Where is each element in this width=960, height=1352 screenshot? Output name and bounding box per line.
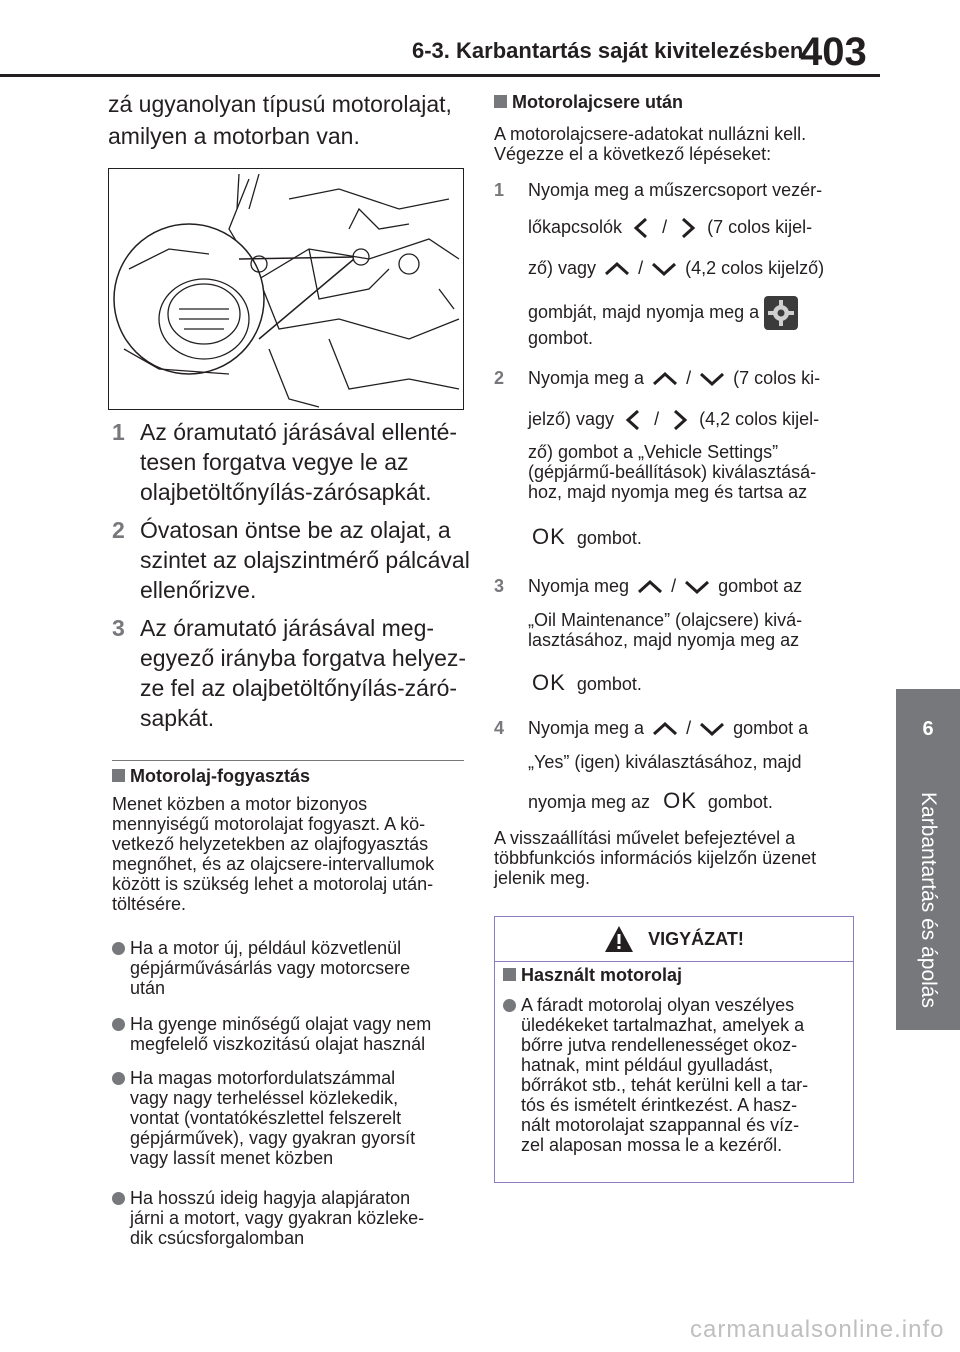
text: A visszaállítási művelet befejeztével a <box>494 828 796 848</box>
consumption-line: között is szükség lehet a motorolaj után- <box>112 874 434 894</box>
chapter-label: Karbantartás és ápolás <box>917 792 940 1008</box>
bullet-line: Ha hosszú ideig hagyja alapjáraton <box>130 1188 411 1208</box>
bullet-dot-icon <box>503 999 516 1012</box>
text: hoz, majd nyomja meg és tartsa az <box>528 482 808 502</box>
bullet-line: dik csúcsforgalomban <box>130 1228 305 1248</box>
text: tós és ismételt érintkezést. A hasz- <box>521 1095 798 1115</box>
consumption-title: Motorolaj-fogyasztás <box>130 766 311 786</box>
consumption-text <box>112 794 472 914</box>
reset-step-3-line-1 <box>528 576 802 597</box>
engine-illustration <box>108 168 464 410</box>
bullet-line: gépjárművek), vagy gyakran gyorsít <box>130 1128 416 1148</box>
chevron-down-icon <box>681 577 713 597</box>
step-3-number: 3 <box>112 615 125 641</box>
reset-title: Motorolajcsere után <box>512 92 684 112</box>
bullet-line: megfelelő viszkozitású olajat használ <box>130 1034 426 1054</box>
warning-heading: VIGYÁZAT! <box>648 928 744 949</box>
reset-step-4-line-2: „Yes” (igen) kiválasztásához, majd <box>528 752 802 772</box>
step-1-line-2: tesen forgatva vegye le az <box>140 449 409 475</box>
chevron-down-icon <box>648 259 680 279</box>
reset-step-1-line-5: gombot. <box>528 328 594 348</box>
text: nált motorolajat szappannal és víz- <box>521 1115 800 1135</box>
reset-step-2-last <box>532 524 642 550</box>
text: gombot. <box>707 792 773 812</box>
square-bullet-icon <box>112 769 125 782</box>
reset-step-3-lines <box>528 610 802 650</box>
chevron-up-icon <box>649 369 681 389</box>
ok-button-icon: OK <box>532 524 566 549</box>
ok-button-icon: OK <box>532 670 566 695</box>
warning-box <box>494 916 854 1183</box>
bullet-4 <box>112 1188 424 1248</box>
text: bőrre jutva rendellenességet okoz- <box>521 1035 798 1055</box>
text: lőkapcsolók <box>528 216 623 237</box>
text: üledékeket tartalmazhat, amelyek a <box>521 1015 805 1035</box>
text: Nyomja meg a <box>528 368 645 388</box>
text: (7 colos kijel- <box>707 216 813 237</box>
reset-step-2-lines <box>528 442 816 502</box>
warning-header <box>495 917 853 962</box>
bullet-line: járni a motort, vagy gyakran közleke- <box>130 1208 425 1228</box>
text: ző) vagy <box>528 258 597 278</box>
slash: / <box>671 576 677 596</box>
step-2-line-3: ellenőrizve. <box>140 577 257 603</box>
text: nyomja meg az <box>528 792 651 812</box>
bullet-dot-icon <box>112 1018 125 1031</box>
consumption-line: vetkező helyzetekben az olajfogyasztás <box>112 834 429 854</box>
section-divider <box>112 760 464 761</box>
page-number: 403 <box>800 30 867 74</box>
watermark: carmanualsonline.info <box>690 1316 945 1343</box>
reset-step-1-line-3 <box>528 258 824 279</box>
bullet-line: vontat (vontatókészlettel felszerelt <box>130 1108 402 1128</box>
text: többfunkciós információs kijelzőn üzenet <box>494 848 817 868</box>
step-1-line-1: Az óramutató járásával ellenté- <box>140 419 458 445</box>
text: bőrrákot stb., tehát kerülni kell a tar- <box>521 1075 809 1095</box>
reset-step-4-line-3 <box>528 788 773 814</box>
consumption-line: megnőhet, és az olajcsere-intervallumok <box>112 854 435 874</box>
step-2-number: 2 <box>112 517 125 543</box>
step-1-number: 1 <box>112 419 125 445</box>
chevron-up-icon <box>649 719 681 739</box>
header-rule <box>0 74 880 77</box>
reset-step-1-line-4 <box>528 296 798 330</box>
reset-step-1-line-1: Nyomja meg a műszercsoport vezér- <box>528 180 823 200</box>
bullet-dot-icon <box>112 1192 125 1205</box>
bullet-2 <box>112 1014 431 1054</box>
text: hatnak, mint például gyulladást, <box>521 1055 774 1075</box>
chevron-up-icon <box>601 259 633 279</box>
reset-step-2-number: 2 <box>494 368 505 388</box>
reset-after-text <box>494 828 816 888</box>
reset-step-3-number: 3 <box>494 576 505 596</box>
slash: / <box>654 408 660 429</box>
reset-step-2-line-2 <box>528 408 819 432</box>
consumption-line: töltésére. <box>112 894 187 914</box>
bullet-line: gépjárművásárlás vagy motorcsere <box>130 958 411 978</box>
slash: / <box>638 258 644 278</box>
text: „Oil Maintenance” (olajcsere) kivá- <box>528 610 803 630</box>
text: (4,2 colos kijel- <box>699 408 820 429</box>
reset-step-3-last <box>532 670 642 696</box>
reset-step-2-line-1 <box>528 368 820 389</box>
chevron-down-icon <box>696 369 728 389</box>
step-3-line-1: Az óramutató járásával meg- <box>140 615 435 641</box>
chapter-tab: 6 <box>896 689 960 770</box>
bullet-line: Ha magas motorfordulatszámmal <box>130 1068 396 1088</box>
bullet-dot-icon <box>112 942 125 955</box>
gear-glyph <box>764 296 798 330</box>
text: Nyomja meg a <box>528 718 645 738</box>
text: gombot a <box>733 718 809 738</box>
bullet-dot-icon <box>112 1072 125 1085</box>
text: lasztásához, majd nyomja meg az <box>528 630 800 650</box>
text: A fáradt motorolaj olyan veszélyes <box>521 995 795 1015</box>
text: ző) gombot a „Vehicle Settings” <box>528 442 779 462</box>
warning-subtitle: Használt motorolaj <box>521 965 683 985</box>
reset-step-4-line-1 <box>528 718 808 739</box>
slash: / <box>686 368 692 388</box>
warning-subtitle-row <box>503 965 682 986</box>
text: (gépjármű-beállítások) kiválasztásá- <box>528 462 817 482</box>
intro-line-2: amilyen a motorban van. <box>108 123 360 149</box>
ok-button-icon: OK <box>663 788 697 813</box>
text: jelenik meg. <box>494 868 591 888</box>
slash: / <box>662 216 668 237</box>
reset-heading <box>494 92 683 113</box>
text: gombot az <box>718 576 803 596</box>
intro-line-1: zá ugyanolyan típusú motorolajat, <box>108 91 452 117</box>
consumption-line: mennyiségű motorolajat fogyaszt. A kö- <box>112 814 426 834</box>
chevron-left-icon <box>627 216 657 240</box>
chevron-left-icon <box>619 408 649 432</box>
step-2-line-2: szintet az olajszintmérő pálcával <box>140 547 470 573</box>
gear-icon <box>764 296 798 330</box>
square-bullet-icon <box>503 968 516 981</box>
chevron-right-icon <box>672 216 702 240</box>
text: gombot. <box>576 674 642 694</box>
text: gombját, majd nyomja meg a <box>528 301 760 322</box>
text: jelző) vagy <box>528 408 615 429</box>
reset-intro-line: Végezze el a következő lépéseket: <box>494 144 772 164</box>
chapter-label-tab <box>896 770 960 1030</box>
step-3-line-3: ze fel az olajbetöltőnyílás-záró- <box>140 675 458 701</box>
engine-drawing <box>109 169 463 409</box>
bullet-line: vagy lassít menet közben <box>130 1148 334 1168</box>
warning-triangle-icon <box>604 925 634 953</box>
text: (4,2 colos kijelző) <box>685 258 825 278</box>
warning-text <box>521 995 808 1155</box>
consumption-heading <box>112 766 310 787</box>
bullet-3 <box>112 1068 415 1168</box>
step-3-line-2: egyező irányba forgatva helyez- <box>140 645 467 671</box>
step-1-line-3: olajbetöltőnyílás-zárósapkát. <box>140 479 432 505</box>
text: Nyomja meg <box>528 576 630 596</box>
bullet-line: Ha a motor új, például közvetlenül <box>130 938 402 958</box>
chevron-up-icon <box>634 577 666 597</box>
step-2-line-1: Óvatosan öntse be az olajat, a <box>140 517 451 543</box>
text: (7 colos ki- <box>733 368 821 388</box>
reset-step-1-line-2 <box>528 216 812 240</box>
bullet-line: vagy nagy terheléssel közlekedik, <box>130 1088 399 1108</box>
section-title: 6-3. Karbantartás saját kivitelezésben <box>412 38 804 63</box>
bullet-line: Ha gyenge minőségű olajat vagy nem <box>130 1014 432 1034</box>
bullet-1 <box>112 938 410 998</box>
step-3-line-4: sapkát. <box>140 705 215 731</box>
slash: / <box>686 718 692 738</box>
consumption-line: Menet közben a motor bizonyos <box>112 794 368 814</box>
text: zel alaposan mossa le a kezéről. <box>521 1135 783 1155</box>
bullet-line: után <box>130 978 166 998</box>
reset-step-4-number: 4 <box>494 718 505 738</box>
chevron-right-icon <box>664 408 694 432</box>
reset-intro-line: A motorolajcsere-adatokat nullázni kell. <box>494 124 807 144</box>
reset-step-1-number: 1 <box>494 180 505 200</box>
reset-intro <box>494 124 806 164</box>
chevron-down-icon <box>696 719 728 739</box>
text: gombot. <box>576 528 642 548</box>
square-bullet-icon <box>494 95 507 108</box>
